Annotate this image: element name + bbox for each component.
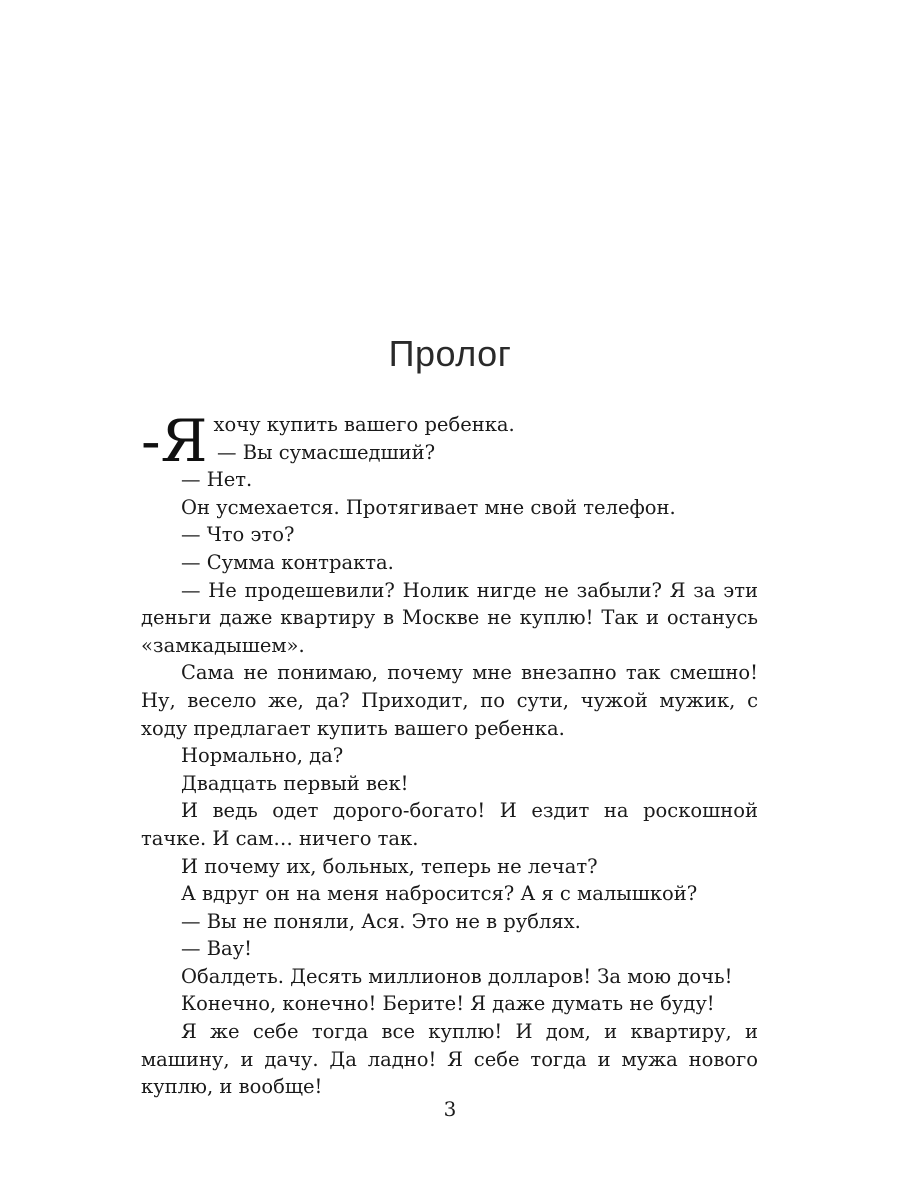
paragraph: Нормально, да? (181, 744, 344, 768)
chapter-title: Пролог (388, 333, 512, 374)
paragraph: — Нет. (181, 468, 253, 492)
paragraph: — Вау! (181, 937, 252, 961)
paragraph: — Что это? (181, 523, 295, 547)
paragraph: — Вы сумасшедший? (217, 440, 436, 464)
paragraph: Обалдеть. Десять миллионов долларов! За мою дочь! (181, 964, 733, 988)
page-number: 3 (443, 1097, 457, 1121)
opening-line: хочу купить вашего ребенка. (213, 413, 515, 436)
opening-paragraph (141, 407, 758, 475)
paragraph: — Не продешевили? Нолик нигде не забыли? Я за эти деньги даже квартиру в Москве не куплю! Так и останусь «замкадышем». (141, 578, 758, 657)
paragraph: Я же себе тогда все куплю! И дом, и квартиру, и машину, и дачу. Да ладно! Я себе тогда и мужа нового куплю, и вообще! (141, 1020, 758, 1099)
paragraph: А вдруг он на меня набросится? А я с малышкой? (181, 882, 698, 906)
page-body (141, 407, 758, 1101)
paragraph: Он усмехается. Протягивает мне свой телефон. (181, 495, 676, 519)
paragraph: — Вы не поняли, Ася. Это не в рублях. (181, 909, 581, 933)
paragraph: И ведь одет дорого-богато! И ездит на роскошной тачке. И сам… ничего так. (141, 799, 758, 850)
paragraph: Сама не понимаю, почему мне внезапно так смешно! Ну, весело же, да? Приходит, по сути, чужой мужик, с ходу предлагает купить вашего ребенка. (141, 661, 758, 740)
paragraph: — Сумма контракта. (181, 550, 394, 574)
drop-cap: -Я (141, 407, 208, 475)
paragraph: И почему их, больных, теперь не лечат? (181, 854, 598, 878)
paragraph: Двадцать первый век! (181, 771, 409, 795)
paragraph: Конечно, конечно! Берите! Я даже думать не буду! (181, 992, 715, 1016)
